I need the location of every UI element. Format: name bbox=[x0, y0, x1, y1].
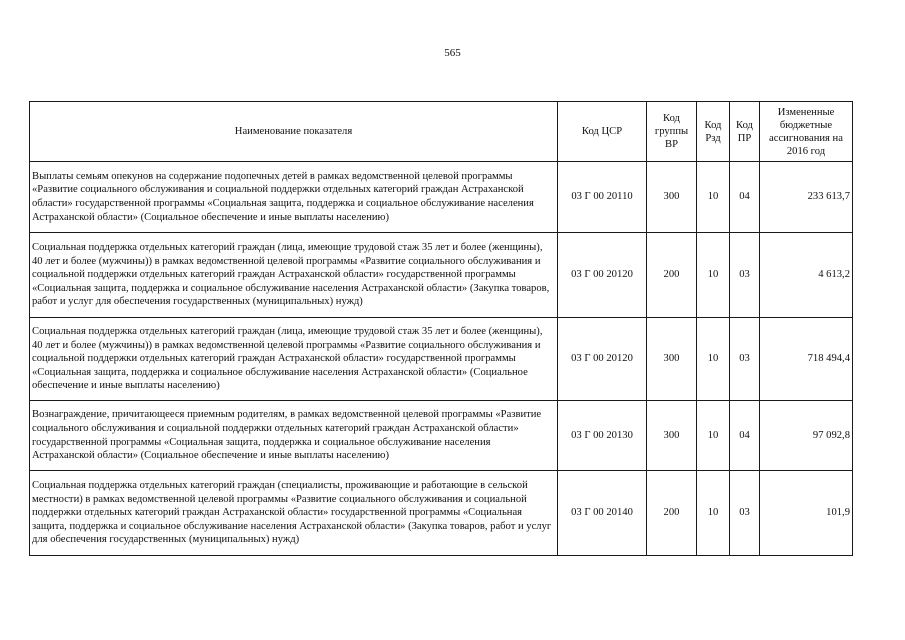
row-name: Вознаграждение, причитающееся приемным родителям, в рамках ведомственной целевой программы «Развитие социального обслуживания и социальной поддержки отдельных категорий граждан Астраханской области» государственной программы «Социальная защита, поддержка и социальное обслуживание населения Астраханской области» (Социальное обеспечение и иные выплаты населению) bbox=[30, 401, 558, 471]
row-amount: 101,9 bbox=[760, 471, 853, 556]
table-row bbox=[30, 233, 853, 318]
row-amount: 97 092,8 bbox=[760, 401, 853, 471]
header-pr: Код ПР bbox=[730, 102, 760, 162]
row-rzd: 10 bbox=[697, 233, 730, 318]
row-csr: 03 Г 00 20130 bbox=[558, 401, 647, 471]
row-pr: 04 bbox=[730, 401, 760, 471]
table-row bbox=[30, 318, 853, 401]
row-name: Социальная поддержка отдельных категорий граждан (специалисты, проживающие и работающие в сельской местности) в рамках ведомственной целевой программы «Развитие социального обслуживания и социальной поддержки отдельных категорий граждан Астраханской области» государственной программы «Социальная защита, поддержка и социальное обслуживание населения Астраханской области» (Закупка товаров, работ и услуг для обеспечения государственных (муниципальных) нужд) bbox=[30, 471, 558, 556]
row-vr: 300 bbox=[647, 401, 697, 471]
header-row bbox=[30, 102, 853, 162]
page-number: 565 bbox=[444, 47, 461, 59]
row-vr: 200 bbox=[647, 471, 697, 556]
row-csr: 03 Г 00 20140 bbox=[558, 471, 647, 556]
row-amount: 233 613,7 bbox=[760, 162, 853, 233]
table-row bbox=[30, 401, 853, 471]
header-csr: Код ЦСР bbox=[558, 102, 647, 162]
header-rzd: Код Рзд bbox=[697, 102, 730, 162]
row-amount: 718 494,4 bbox=[760, 318, 853, 401]
row-pr: 03 bbox=[730, 471, 760, 556]
row-csr: 03 Г 00 20110 bbox=[558, 162, 647, 233]
row-rzd: 10 bbox=[697, 401, 730, 471]
row-pr: 03 bbox=[730, 233, 760, 318]
table-row bbox=[30, 162, 853, 233]
row-rzd: 10 bbox=[697, 162, 730, 233]
row-pr: 04 bbox=[730, 162, 760, 233]
row-name: Социальная поддержка отдельных категорий граждан (лица, имеющие трудовой стаж 35 лет и более (женщины), 40 лет и более (мужчины)) в рамках ведомственной целевой программы «Развитие социального обслуживания и социальной поддержки отдельных категорий граждан Астраханской области» государственной программы «Социальная защита, поддержка и социальное обслуживание населения Астраханской области» (Социальное обеспечение и иные выплаты населению) bbox=[30, 318, 558, 401]
row-vr: 300 bbox=[647, 318, 697, 401]
row-amount: 4 613,2 bbox=[760, 233, 853, 318]
row-vr: 300 bbox=[647, 162, 697, 233]
budget-table bbox=[29, 101, 853, 556]
row-csr: 03 Г 00 20120 bbox=[558, 318, 647, 401]
row-pr: 03 bbox=[730, 318, 760, 401]
header-vr: Код группы ВР bbox=[647, 102, 697, 162]
row-name: Выплаты семьям опекунов на содержание подопечных детей в рамках ведомственной целевой программы «Развитие социального обслуживания и социальной поддержки отдельных категорий граждан Астраханской области» государственной программы «Социальная защита, поддержка и социальное обслуживание населения Астраханской области» (Социальное обеспечение и иные выплаты населению) bbox=[30, 162, 558, 233]
row-rzd: 10 bbox=[697, 318, 730, 401]
row-name: Социальная поддержка отдельных категорий граждан (лица, имеющие трудовой стаж 35 лет и более (женщины), 40 лет и более (мужчины)) в рамках ведомственной целевой программы «Развитие социального обслуживания и социальной поддержки отдельных категорий граждан Астраханской области» государственной программы «Социальная защита, поддержка и социальное обслуживание населения Астраханской области» (Закупка товаров, работ и услуг для обеспечения государственных (муниципальных) нужд) bbox=[30, 233, 558, 318]
header-amount: Измененные бюджетные ассигнования на 2016 год bbox=[760, 102, 853, 162]
row-csr: 03 Г 00 20120 bbox=[558, 233, 647, 318]
header-name: Наименование показателя bbox=[30, 102, 558, 162]
row-vr: 200 bbox=[647, 233, 697, 318]
table-row bbox=[30, 471, 853, 556]
row-rzd: 10 bbox=[697, 471, 730, 556]
